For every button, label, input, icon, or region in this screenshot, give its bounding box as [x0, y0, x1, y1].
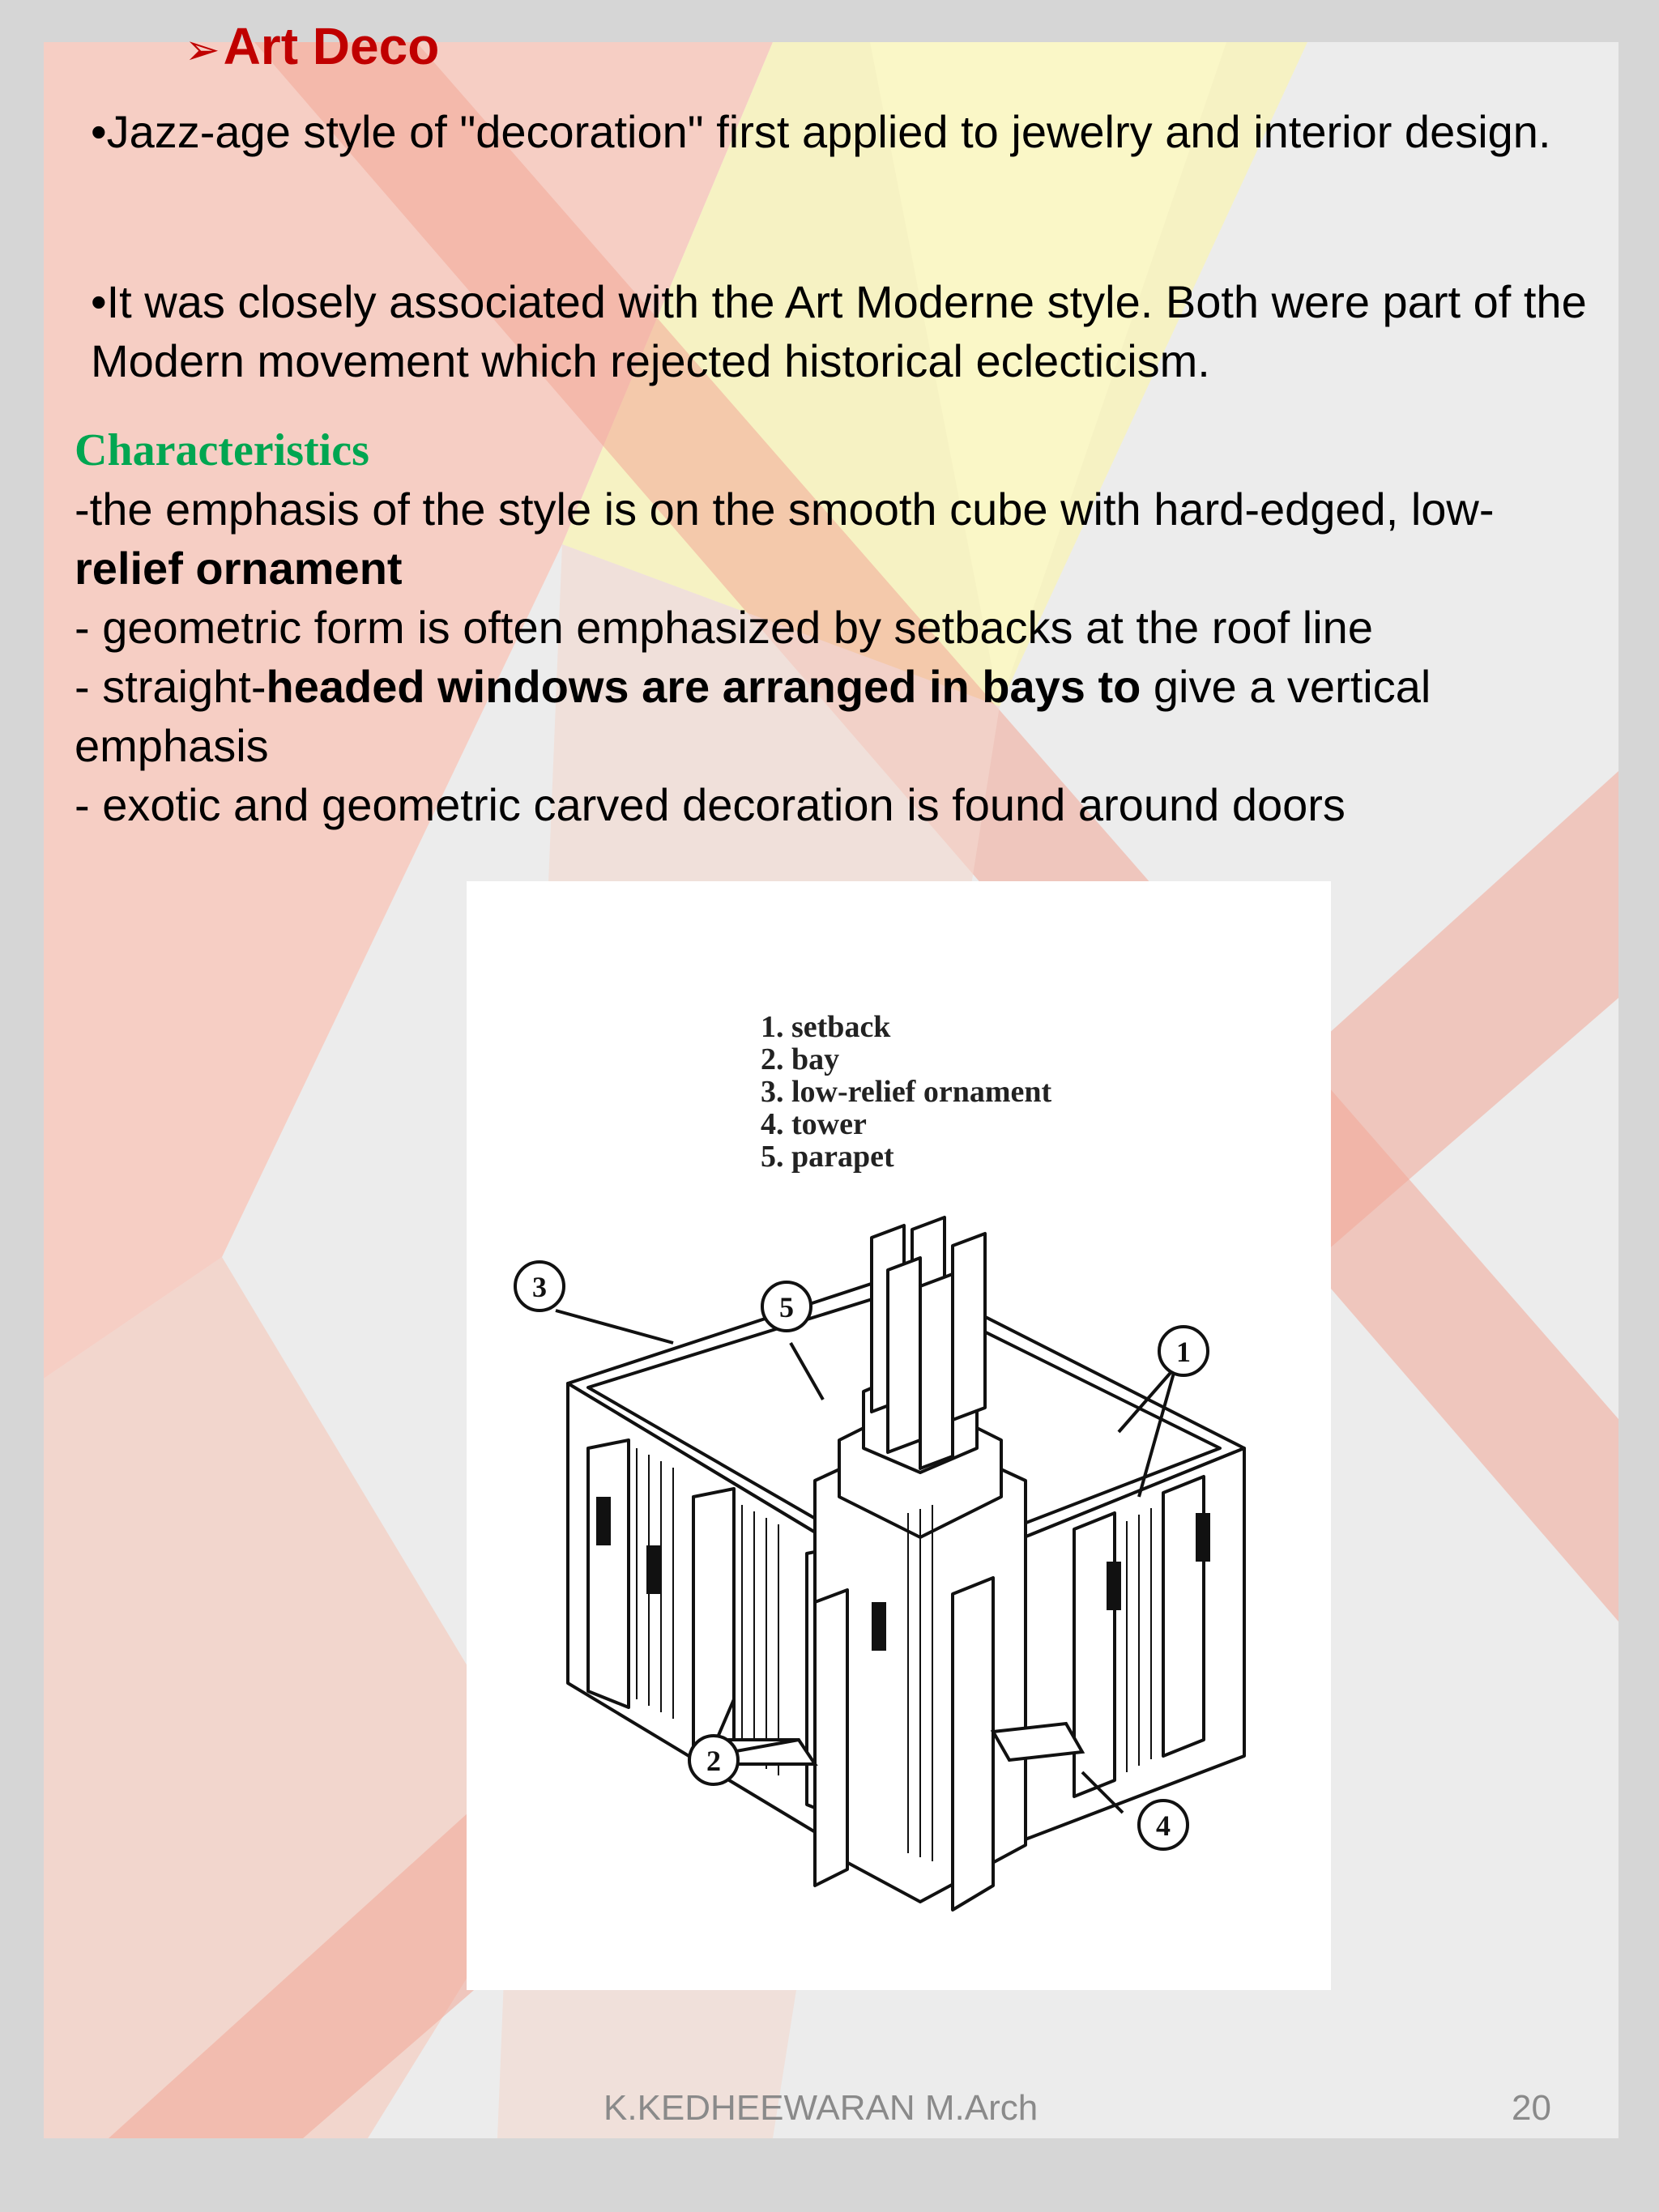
front-pier-left: [815, 1590, 847, 1886]
window-5: [1196, 1513, 1210, 1562]
legend-item-parapet: 5. parapet: [761, 1140, 894, 1174]
title-text: Art Deco: [223, 17, 440, 75]
slide-title: [185, 11, 439, 85]
tower-shaft-4: [953, 1234, 985, 1420]
front-pier-right: [953, 1578, 993, 1910]
window-1: [596, 1497, 611, 1545]
canopy-right: [993, 1724, 1082, 1760]
callout-label-1: 1: [1176, 1336, 1191, 1368]
char-line-4-post: give a vertical: [1141, 661, 1431, 712]
callout-label-2: 2: [706, 1745, 721, 1777]
legend-item-tower: 4. tower: [761, 1107, 867, 1141]
char-line-4-bold: headed windows are arranged in bays to: [266, 661, 1141, 712]
callout-label-5: 5: [779, 1291, 794, 1323]
pier-right-2: [1074, 1513, 1115, 1796]
char-line-4-pre: - straight-: [75, 661, 267, 712]
callout-label-4: 4: [1156, 1809, 1171, 1842]
char-line-6: - exotic and geometric carved decoration is found around doors: [75, 779, 1346, 830]
char-line-2: relief ornament: [75, 543, 403, 594]
tower-shaft-5: [920, 1274, 953, 1468]
char-line-5: emphasis: [75, 720, 269, 771]
legend-item-setback: 1. setback: [761, 1010, 891, 1044]
characteristics-list: [75, 479, 1630, 834]
char-line-1: -the emphasis of the style is on the smooth cube with hard-edged, low-: [75, 484, 1495, 535]
legend-item-bay: 2. bay: [761, 1042, 840, 1076]
bullet-jazz-age: •Jazz-age style of "decoration" first applied to jewelry and interior design.: [91, 106, 1551, 157]
window-4: [1107, 1562, 1121, 1610]
footer-author: K.KEDHEEWARAN M.Arch: [603, 2088, 1038, 2128]
pier-left-1: [588, 1440, 629, 1707]
arrow-bullet-icon: ➢: [185, 27, 220, 74]
page-number: 20: [1512, 2088, 1551, 2128]
characteristics-heading: Characteristics: [75, 425, 369, 475]
legend-item-low-relief: 3. low-relief ornament: [761, 1075, 1052, 1109]
art-deco-building-figure: [467, 881, 1331, 1990]
window-3: [872, 1602, 886, 1651]
char-line-3: - geometric form is often emphasized by setbacks at the roof line: [75, 602, 1373, 653]
building-drawing: [467, 881, 1331, 1990]
callout-label-3: 3: [532, 1271, 547, 1303]
tower-shaft-3: [888, 1258, 920, 1452]
char-line-4: [75, 657, 1630, 716]
pier-left-2: [693, 1489, 734, 1764]
bullet-art-moderne: •It was closely associated with the Art Moderne style. Both were part of the Modern movement which rejected historical eclecticism.: [91, 276, 1587, 386]
